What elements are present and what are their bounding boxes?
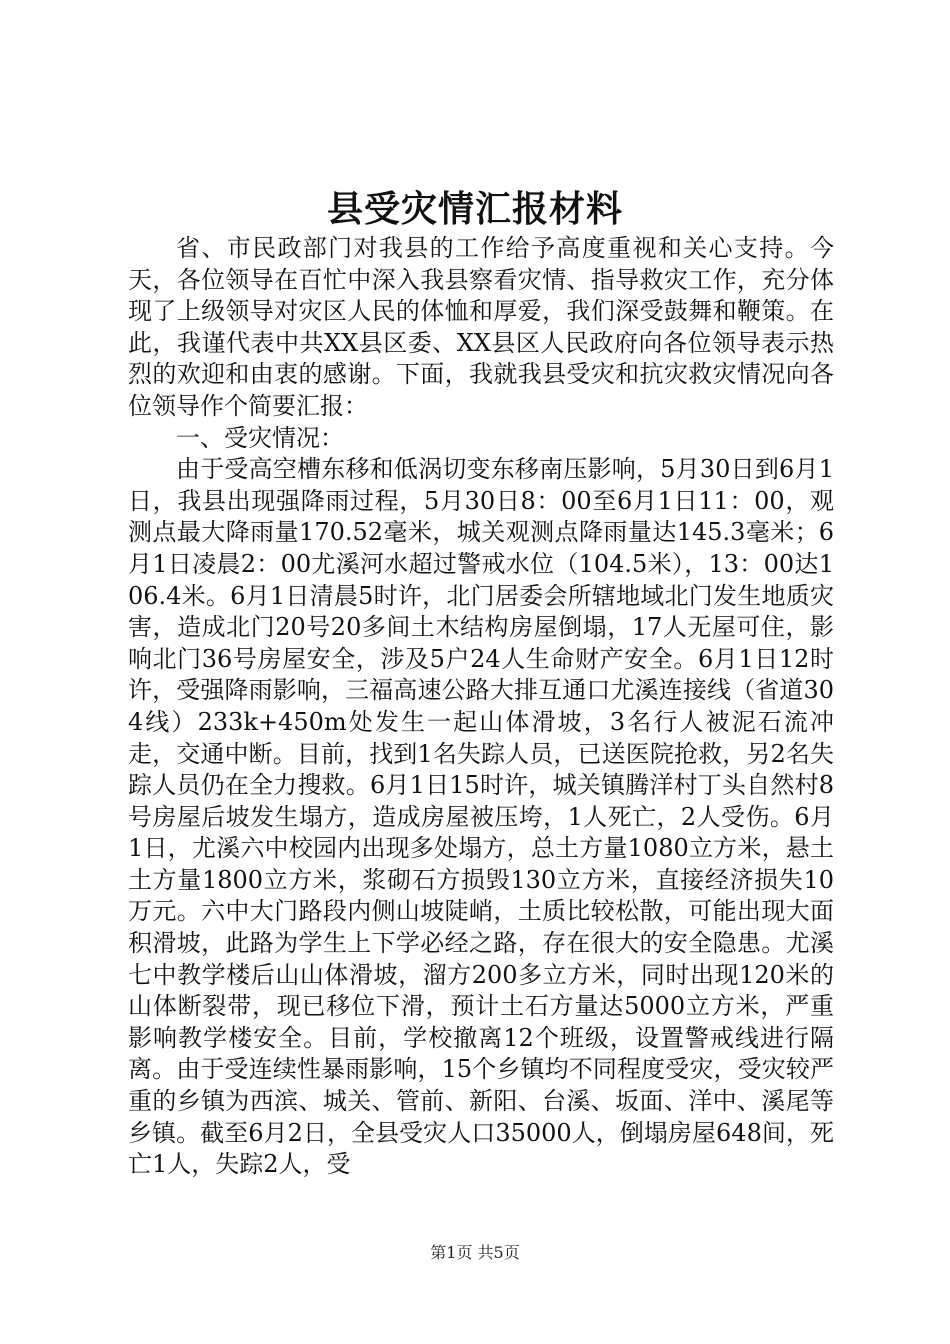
disaster-details-paragraph: 由于受高空槽东移和低涡切变东移南压影响，5月30日到6月1日，我县出现强降雨过程，5月30日8：00至6月1日11：00，观测点最大降雨量170.52毫米，城关观测点降雨量达145.3毫米；6月1日凌晨2：00尤溪河水超过警戒水位（104.5米），13：00达106.4米。6月1日清晨5时许，北门居委会所辖地域北门发生地质灾害，造成北门20号20多间土木结构房屋倒塌，17人无屋可住，影响北门36号房屋安全，涉及5户24人生命财产安全。6月1日12时许，受强降雨影响，三福高速公路大排互通口尤溪连接线（省道304线）233k+450m处发生一起山体滑坡，3名行人被泥石流冲走，交通中断。目前，找到1名失踪人员，已送医院抢救，另2名失踪人员仍在全力搜救。6月1日15时许，城关镇腾洋村丁头自然村8号房屋后坡发生塌方，造成房屋被压垮，1人死亡，2人受伤。6月1日，尤溪六中校园内出现多处塌方，总土方量1080立方米，悬土土方量1800立方米，浆砌石方损毁130立方米，直接经济损失10万元。六中大门路段内侧山坡陡峭，土质比较松散，可能出现大面积滑坡，此路为学生上下学必经之路，存在很大的安全隐患。尤溪七中教学楼后山山体滑坡，溜方200多立方米，同时出现120米的山体断裂带，现已移位下滑，预计土石方量达5000立方米，严重影响教学楼安全。目前，学校撤离12个班级，设置警戒线进行隔离。由于受连续性暴雨影响，15个乡镇均不同程度受灾，受灾较严重的乡镇为西滨、城关、管前、新阳、台溪、坂面、洋中、溪尾等乡镇。截至6月2日，全县受灾人口35000人，倒塌房屋648间，死亡1人，失踪2人，受 [128,455,834,1179]
section-heading-disaster: 一、受灾情况： [176,423,344,452]
page-footer: 第1页 共5页 [430,1243,520,1262]
intro-paragraph: 省、市民政部门对我县的工作给予高度重视和关心支持。今天，各位领导在百忙中深入我县察看灾情、指导救灾工作，充分体现了上级领导对灾区人民的体恤和厚爱，我们深受鼓舞和鞭策。在此，我谨代表中共XX县区委、XX县区人民政府向各位领导表示热烈的欢迎和由衷的感谢。下面，我就我县受灾和抗灾救灾情况向各位领导作个简要汇报： [128,234,834,420]
document-body [128,233,834,1181]
document-title: 县受灾情汇报材料 [326,188,623,230]
